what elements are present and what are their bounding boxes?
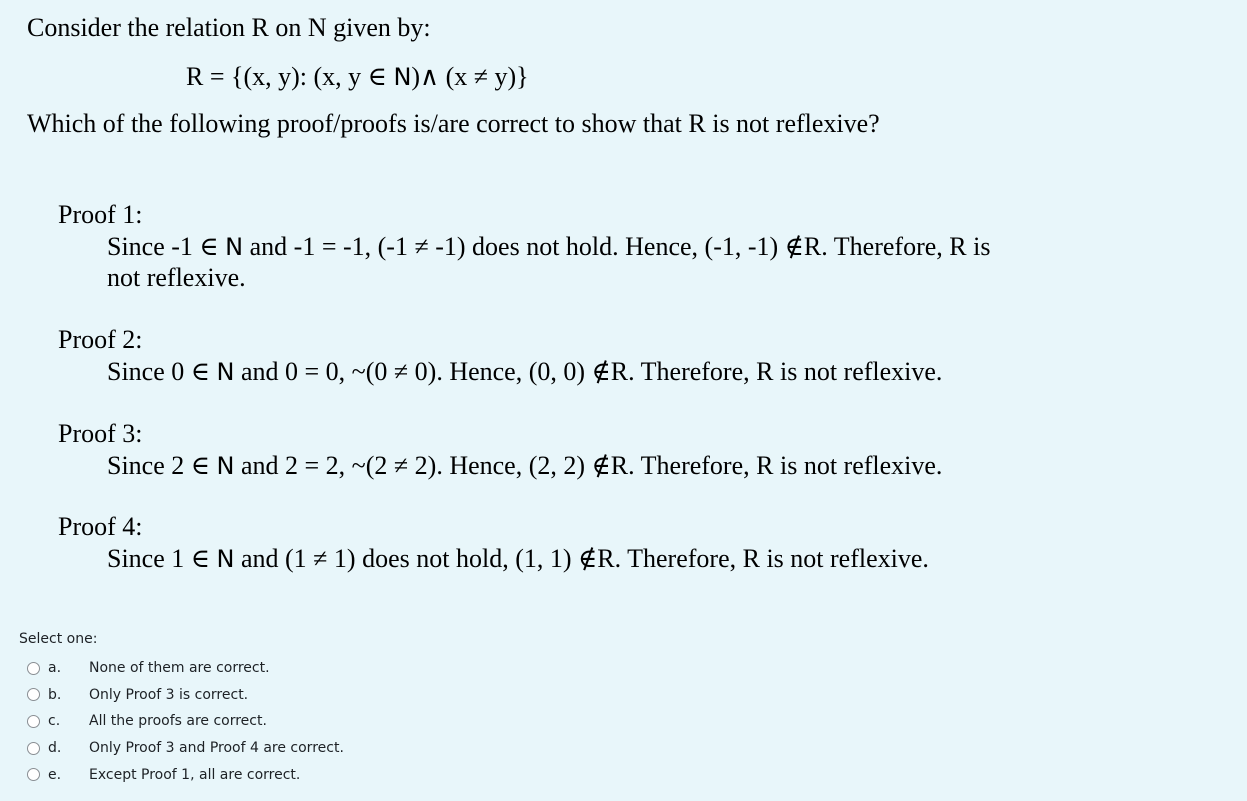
proof-2-text-pre: Since 0 ∈: [107, 357, 217, 386]
option-a[interactable]: [27, 655, 344, 682]
proof-1-line-1: [107, 231, 990, 263]
question-prompt: Which of the following proof/proofs is/are correct to show that R is not reflexive?: [27, 109, 880, 138]
natural-numbers-symbol: N: [216, 452, 235, 480]
proof-4-line-1: [107, 543, 929, 575]
natural-numbers-symbol: N: [216, 545, 235, 573]
option-letter: a.: [48, 660, 62, 677]
proof-1-title: Proof 1:: [58, 200, 143, 229]
proof-3-title: Proof 3:: [58, 419, 143, 448]
natural-numbers-symbol: N: [393, 63, 412, 91]
option-label[interactable]: Except Proof 1, all are correct.: [89, 766, 301, 783]
proof-3-line-1: [107, 450, 942, 482]
radio-button-icon[interactable]: [27, 688, 40, 701]
option-label[interactable]: All the proofs are correct.: [89, 713, 267, 730]
proof-3-text-pre: Since 2 ∈: [107, 451, 217, 480]
option-letter: c.: [48, 713, 61, 730]
relation-definition: [186, 61, 529, 93]
option-letter: d.: [48, 740, 62, 757]
option-b[interactable]: [27, 682, 344, 709]
proof-4-title: Proof 4:: [58, 512, 143, 541]
natural-numbers-symbol: N: [216, 358, 235, 386]
proof-3-text-post: and 2 = 2, ~(2 ≠ 2). Hence, (2, 2) ∉R. Therefore, R is not reflexive.: [234, 451, 943, 480]
proof-4-text-pre: Since 1 ∈: [107, 544, 217, 573]
proof-2-text-post: and 0 = 0, ~(0 ≠ 0). Hence, (0, 0) ∉R. Therefore, R is not reflexive.: [234, 357, 943, 386]
option-c[interactable]: [27, 708, 344, 735]
option-e[interactable]: [27, 761, 344, 788]
option-d[interactable]: [27, 735, 344, 762]
radio-button-icon[interactable]: [27, 742, 40, 755]
proof-2-line-1: [107, 356, 942, 388]
option-letter: e.: [48, 766, 62, 783]
relation-rhs: )∧ (x ≠ y)}: [411, 62, 529, 91]
answer-options: [27, 655, 344, 788]
proof-1-text-pre: Since -1 ∈: [107, 232, 226, 261]
relation-lhs: R = {(x, y): (x, y ∈: [186, 62, 394, 91]
proof-1-text-post: and -1 = -1, (-1 ≠ -1) does not hold. Hence, (-1, -1) ∉R. Therefore, R is: [243, 232, 991, 261]
question-intro: Consider the relation R on N given by:: [27, 13, 431, 42]
option-label[interactable]: None of them are correct.: [89, 660, 270, 677]
option-letter: b.: [48, 686, 62, 703]
option-label[interactable]: Only Proof 3 is correct.: [89, 686, 249, 703]
proof-2-title: Proof 2:: [58, 325, 143, 354]
proof-4-text-post: and (1 ≠ 1) does not hold, (1, 1) ∉R. Therefore, R is not reflexive.: [234, 544, 929, 573]
radio-button-icon[interactable]: [27, 715, 40, 728]
natural-numbers-symbol: N: [225, 233, 244, 261]
select-one-label: Select one:: [19, 631, 98, 647]
option-label[interactable]: Only Proof 3 and Proof 4 are correct.: [89, 740, 344, 757]
radio-button-icon[interactable]: [27, 662, 40, 675]
radio-button-icon[interactable]: [27, 768, 40, 781]
proof-1-line-2: not reflexive.: [107, 263, 246, 292]
